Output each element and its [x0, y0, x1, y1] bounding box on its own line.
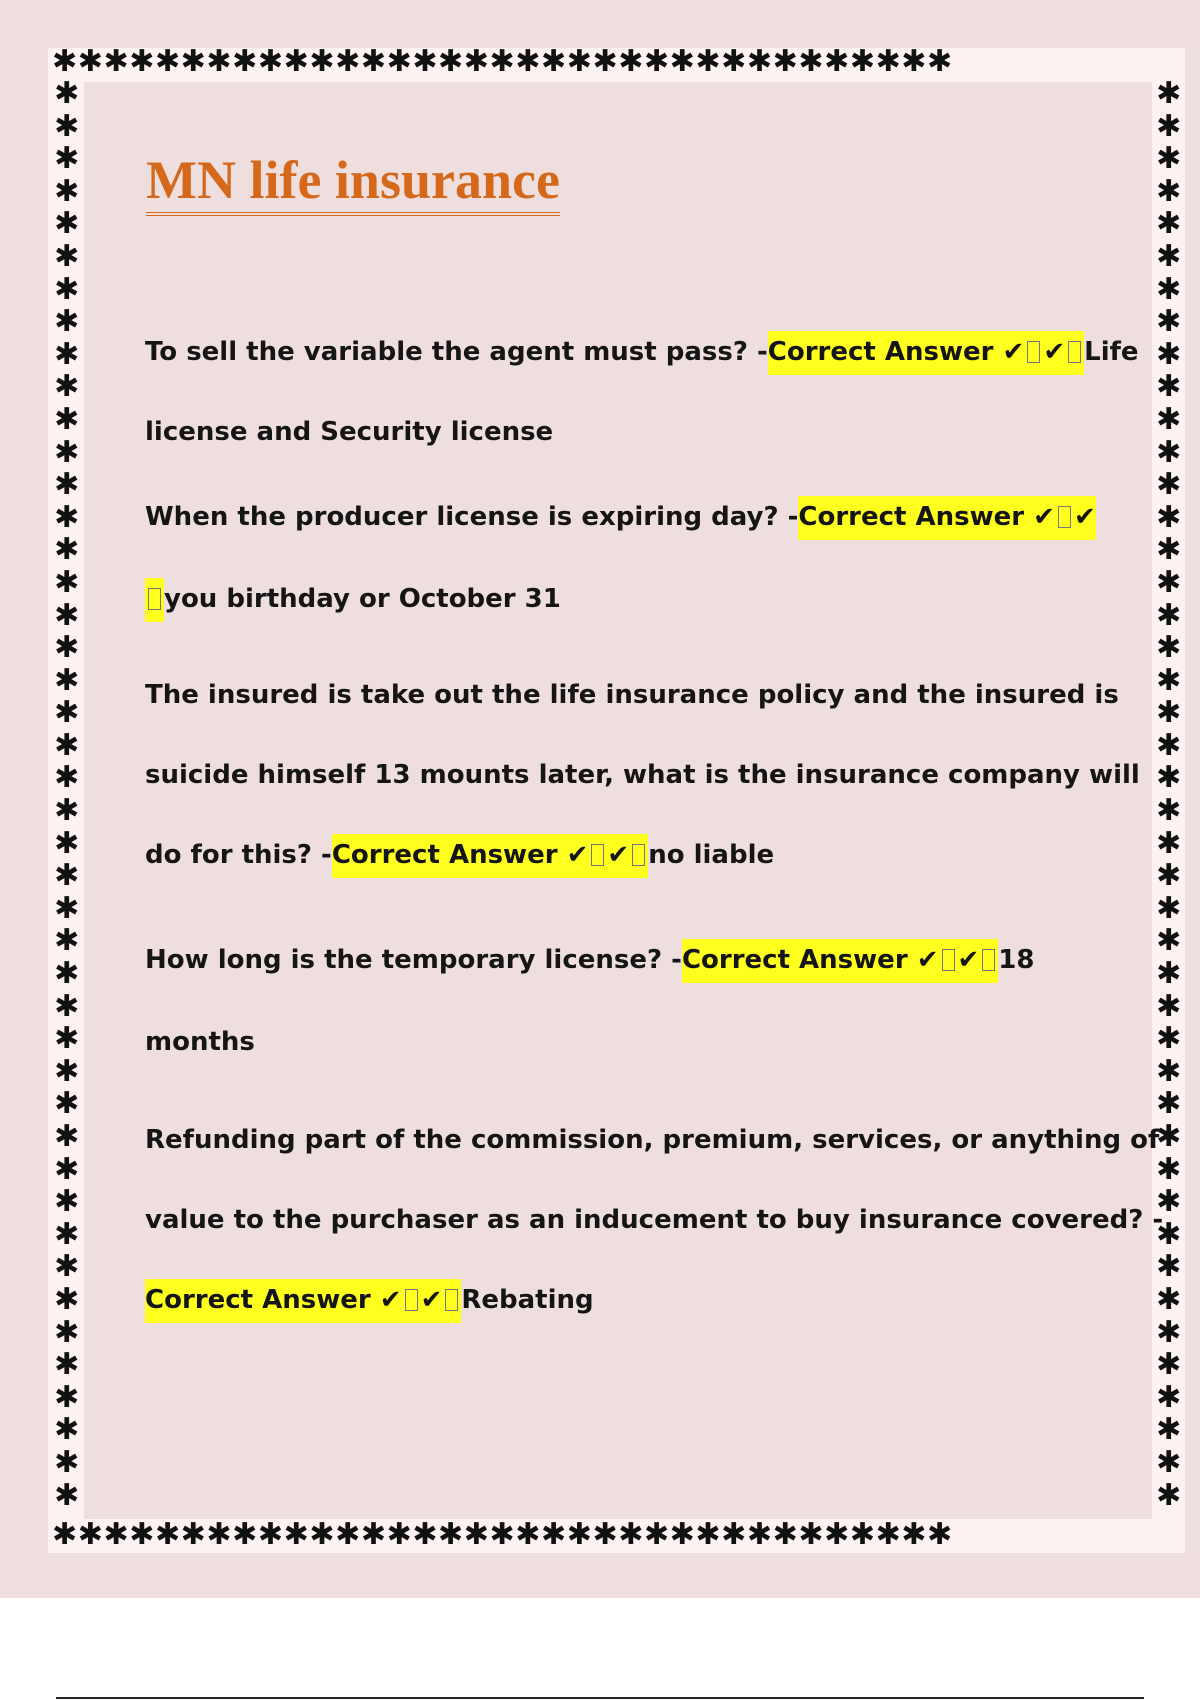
correct-answer-label: Correct Answer [331, 840, 558, 870]
star-ornament: ✱ [54, 1119, 80, 1154]
star-ornament: ✱ [54, 499, 80, 535]
star-ornament: ✱ [54, 727, 80, 763]
star-ornament: ✱ [1156, 923, 1182, 959]
star-ornament: ✱ [1156, 825, 1182, 861]
star-ornament: ✱ [54, 304, 80, 340]
question-text: To sell the variable the agent must pass? - [145, 337, 768, 367]
star-ornament: ✱ [1156, 1216, 1182, 1252]
star-ornament: ✱ [54, 695, 80, 731]
qa-1-line-1 [145, 312, 1139, 392]
star-ornament: ✱ [54, 401, 80, 437]
star-ornament: ✱ [54, 760, 80, 796]
star-ornament: ✱ [54, 467, 80, 503]
check-icon: ✔ [379, 1285, 402, 1315]
star-border-right [1152, 78, 1186, 1520]
missing-glyph-icon [591, 844, 604, 866]
star-ornament: ✱ [1156, 304, 1182, 340]
missing-glyph-icon [1058, 506, 1071, 528]
star-ornament: ✱ [1156, 173, 1182, 209]
star-ornament: ✱ [54, 630, 80, 666]
star-ornament: ✱ [1156, 1347, 1182, 1383]
star-ornament: ✱ [1156, 336, 1182, 372]
qa-3-line-1: The insured is take out the life insurance policy and the insured is [145, 680, 1119, 710]
star-ornament: ✱ [1156, 564, 1182, 600]
star-ornament: ✱ [1156, 1249, 1182, 1285]
star-ornament: ✱ [54, 597, 80, 633]
qa-3-line-2: suicide himself 13 mounts later, what is the insurance company will [145, 760, 1140, 790]
qa-item-2 [145, 476, 1096, 640]
check-icon: ✔ [1033, 502, 1055, 532]
qa-4-line-2: months [145, 1027, 255, 1057]
missing-glyph-icon [1068, 341, 1081, 363]
star-ornament: ✱ [1156, 662, 1182, 698]
question-text: When the producer license is expiring day? - [145, 502, 799, 532]
correct-answer-label: Correct Answer [798, 502, 1025, 532]
star-ornament: ✱ [54, 1184, 80, 1220]
star-ornament: ✱ [54, 173, 80, 209]
correct-answer-label: Correct Answer [145, 1285, 371, 1315]
question-text: How long is the temporary license? - [145, 945, 682, 975]
answer-text: 18 [998, 945, 1035, 975]
star-ornament: ✱ [1156, 1184, 1182, 1220]
star-border-bottom: ✱✱✱✱✱✱✱✱✱✱✱✱✱✱✱✱✱✱✱✱✱✱✱✱✱✱✱✱✱✱✱✱✱✱✱ [52, 1519, 953, 1552]
star-ornament: ✱ [54, 1086, 80, 1122]
star-ornament: ✱ [54, 1151, 80, 1187]
check-icon: ✔ [916, 945, 939, 975]
missing-glyph-icon [982, 949, 995, 971]
missing-glyph-icon [445, 1289, 458, 1311]
star-ornament: ✱ [54, 78, 80, 111]
correct-answer-highlight [145, 578, 164, 622]
star-ornament: ✱ [1156, 760, 1182, 796]
star-ornament: ✱ [54, 1477, 80, 1513]
star-ornament: ✱ [1156, 597, 1182, 633]
page-bottom-rule [56, 1697, 1144, 1699]
star-ornament: ✱ [1156, 141, 1182, 177]
star-ornament: ✱ [1156, 532, 1182, 568]
star-ornament: ✱ [1156, 78, 1182, 111]
qa-item-5 [145, 1100, 1164, 1340]
star-ornament: ✱ [1156, 727, 1182, 763]
star-ornament: ✱ [1156, 630, 1182, 666]
answer-text: Rebating [461, 1285, 594, 1315]
star-ornament: ✱ [54, 956, 80, 992]
star-ornament: ✱ [54, 564, 80, 600]
star-ornament: ✱ [54, 108, 80, 144]
missing-glyph-icon [148, 588, 161, 610]
star-ornament: ✱ [54, 532, 80, 568]
star-ornament: ✱ [1156, 890, 1182, 926]
star-ornament: ✱ [1156, 1444, 1182, 1480]
qa-1-line-2: license and Security license [145, 417, 554, 447]
qa-item-3 [145, 655, 1140, 895]
qa-5-line-2: value to the purchaser as an inducement to buy insurance covered? - [145, 1205, 1164, 1235]
star-ornament: ✱ [1156, 206, 1182, 242]
star-ornament: ✱ [54, 336, 80, 372]
star-ornament: ✱ [1156, 1477, 1182, 1513]
star-ornament: ✱ [1156, 401, 1182, 437]
star-ornament: ✱ [1156, 434, 1182, 470]
star-ornament: ✱ [1156, 1151, 1182, 1187]
star-ornament: ✱ [1156, 271, 1182, 307]
star-ornament: ✱ [54, 369, 80, 405]
star-ornament: ✱ [54, 923, 80, 959]
correct-answer-highlight [798, 496, 1095, 540]
check-icon: ✔ [607, 840, 630, 870]
star-ornament: ✱ [54, 1379, 80, 1415]
star-ornament: ✱ [54, 1021, 80, 1057]
star-border-top: ✱✱✱✱✱✱✱✱✱✱✱✱✱✱✱✱✱✱✱✱✱✱✱✱✱✱✱✱✱✱✱✱✱✱✱ [52, 46, 953, 79]
document-title: MN life insurance [146, 148, 560, 216]
star-ornament: ✱ [1156, 695, 1182, 731]
star-ornament: ✱ [54, 1249, 80, 1285]
check-icon: ✔ [1043, 337, 1066, 367]
qa-3-line-3 [145, 815, 1090, 895]
check-icon: ✔ [566, 840, 589, 870]
star-ornament: ✱ [54, 793, 80, 829]
answer-text: no liable [648, 840, 775, 870]
star-ornament: ✱ [1156, 1314, 1182, 1350]
correct-answer-label: Correct Answer [767, 337, 994, 367]
star-ornament: ✱ [54, 1314, 80, 1350]
star-ornament: ✱ [1156, 1021, 1182, 1057]
answer-text: you birthday or October 31 [164, 584, 561, 614]
question-text: do for this? - [145, 840, 332, 870]
qa-5-line-1: Refunding part of the commission, premium, services, or anything of [145, 1125, 1160, 1155]
star-ornament: ✱ [1156, 1053, 1182, 1089]
qa-item-1 [145, 312, 1139, 472]
qa-2-line-2 [145, 558, 1090, 640]
star-ornament: ✱ [1156, 1379, 1182, 1415]
missing-glyph-icon [1027, 341, 1040, 363]
check-icon: ✔ [420, 1285, 443, 1315]
star-ornament: ✱ [54, 206, 80, 242]
star-ornament: ✱ [1156, 858, 1182, 894]
star-ornament: ✱ [1156, 1086, 1182, 1122]
star-ornament: ✱ [54, 988, 80, 1024]
star-ornament: ✱ [54, 238, 80, 274]
missing-glyph-icon [405, 1289, 418, 1311]
star-ornament: ✱ [54, 141, 80, 177]
star-ornament: ✱ [1156, 369, 1182, 405]
star-ornament: ✱ [1156, 238, 1182, 274]
correct-answer-highlight [145, 1279, 461, 1323]
star-ornament: ✱ [1156, 956, 1182, 992]
star-ornament: ✱ [1156, 108, 1182, 144]
qa-2-line-1 [145, 476, 1096, 558]
star-ornament: ✱ [54, 890, 80, 926]
correct-answer-highlight [682, 939, 998, 983]
star-ornament: ✱ [54, 858, 80, 894]
star-border-left [50, 78, 84, 1520]
correct-answer-label: Correct Answer [681, 945, 908, 975]
check-icon: ✔ [1073, 502, 1096, 532]
qa-item-4 [145, 919, 1090, 1083]
star-ornament: ✱ [54, 1347, 80, 1383]
qa-5-line-3 [145, 1260, 1090, 1340]
qa-4-line-1 [145, 919, 1090, 1001]
missing-glyph-icon [942, 949, 955, 971]
star-ornament: ✱ [54, 271, 80, 307]
star-ornament: ✱ [1156, 1281, 1182, 1317]
star-ornament: ✱ [1156, 1412, 1182, 1448]
star-ornament: ✱ [1156, 988, 1182, 1024]
check-icon: ✔ [957, 945, 980, 975]
star-ornament: ✱ [1156, 1119, 1182, 1154]
answer-text: Life [1084, 337, 1139, 367]
star-ornament: ✱ [54, 1412, 80, 1448]
correct-answer-highlight [768, 331, 1084, 375]
star-ornament: ✱ [54, 1216, 80, 1252]
star-ornament: ✱ [1156, 499, 1182, 535]
correct-answer-highlight [332, 834, 648, 878]
star-ornament: ✱ [54, 434, 80, 470]
star-ornament: ✱ [54, 1281, 80, 1317]
star-ornament: ✱ [54, 662, 80, 698]
missing-glyph-icon [632, 844, 645, 866]
check-icon: ✔ [1002, 337, 1025, 367]
star-ornament: ✱ [54, 1444, 80, 1480]
star-ornament: ✱ [1156, 467, 1182, 503]
star-ornament: ✱ [54, 825, 80, 861]
star-ornament: ✱ [1156, 793, 1182, 829]
star-ornament: ✱ [54, 1053, 80, 1089]
